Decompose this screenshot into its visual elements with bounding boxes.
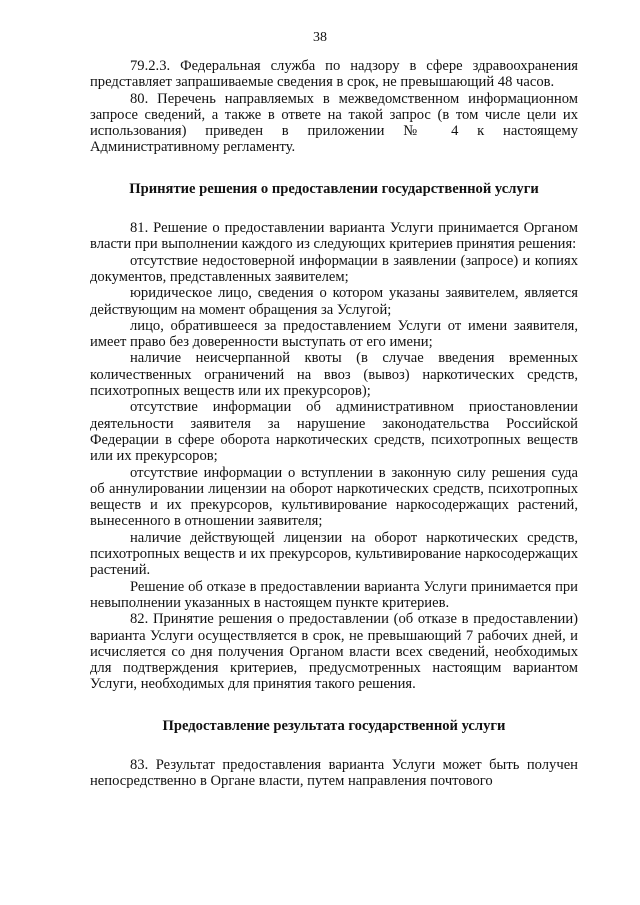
section-heading-result: Предоставление результата государственной услуги bbox=[162, 717, 506, 734]
document-body bbox=[90, 58, 578, 790]
paragraph-80: 80. Перечень направляемых в межведомственном информационном запросе сведений, а также в ответе на такой запрос (в том числе цели их использования) приведен в приложении № 4 к настоящему Административному регламенту. bbox=[90, 90, 578, 156]
paragraph-83: 83. Результат предоставления варианта Услуги может быть получен непосредственно в Органе власти, путем направления почтового bbox=[90, 756, 578, 790]
criterion-item: наличие действующей лицензии на оборот наркотических средств, психотропных веществ и их прекурсоров, культивирование наркосодержащих растений. bbox=[90, 529, 578, 579]
criterion-item: отсутствие информации о вступлении в законную силу решения суда об аннулировании лицензии на оборот наркотических средств, психотропных веществ и их прекурсоров, культивирование наркосодержащих растений, вынесенного в отношении заявителя; bbox=[90, 464, 578, 530]
criterion-item: отсутствие недостоверной информации в заявлении (запросе) и копиях документов, представленных заявителем; bbox=[90, 252, 578, 285]
criterion-item: юридическое лицо, сведения о котором указаны заявителем, является действующим на момент обращения за Услугой; bbox=[90, 285, 578, 318]
criterion-item: наличие неисчерпанной квоты (в случае введения временных количественных ограничений на ввоз (вывоз) наркотических средств, психотропных веществ или их прекурсоров); bbox=[90, 350, 578, 400]
criterion-item: лицо, обратившееся за предоставлением Услуги от имени заявителя, имеет право без доверенности выступать от его имени; bbox=[90, 317, 578, 351]
paragraph-82: 82. Принятие решения о предоставлении (об отказе в предоставлении) варианта Услуги осуществляется в срок, не превышающий 7 рабочих дней, и исчисляется со дня получения Органом власти всех сведений, необходимых для подтверждения критериев, предусмотренных настоящим вариантом Услуги, необходимых для принятия такого решения. bbox=[90, 611, 578, 693]
refusal-paragraph: Решение об отказе в предоставлении варианта Услуги принимается при невыполнении указанных в настоящем пункте критериев. bbox=[90, 578, 578, 611]
page-number: 38 bbox=[313, 30, 327, 45]
paragraph-81: 81. Решение о предоставлении варианта Услуги принимается Органом власти при выполнении каждого из следующих критериев принятия решения: bbox=[90, 220, 578, 253]
paragraph-79-2-3: 79.2.3. Федеральная служба по надзору в сфере здравоохранения представляет запрашиваемые сведения в срок, не превышающий 48 часов. bbox=[90, 58, 578, 91]
section-heading-decision: Принятие решения о предоставлении государственной услуги bbox=[129, 180, 539, 197]
criterion-item: отсутствие информации об административном приостановлении деятельности заявителя за нарушение законодательства Российской Федерации в сфере оборота наркотических средств, психотропных веществ или их прекурсоров; bbox=[90, 399, 578, 465]
